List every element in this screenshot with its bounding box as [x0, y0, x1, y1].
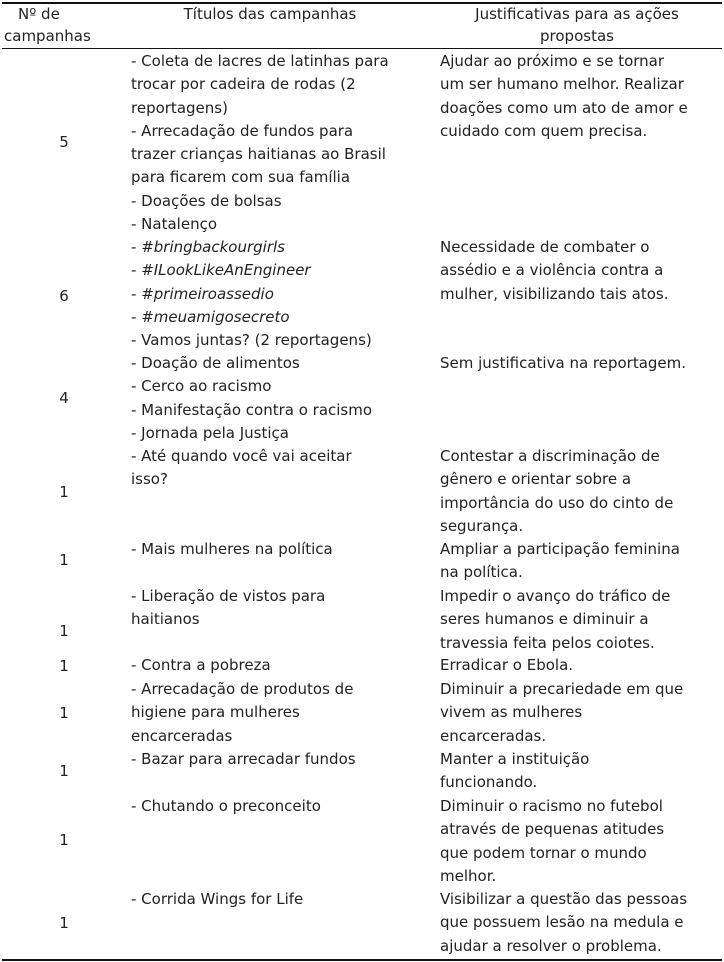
campaign-titles: [131, 654, 271, 677]
campaign-justification: [440, 538, 680, 585]
header-justification-line: propostas: [540, 27, 614, 45]
justification-line: assédio e a violência contra a: [440, 261, 664, 280]
justification-line: na política.: [440, 563, 523, 582]
header-justification-line: Justificativas para as ações: [475, 5, 679, 23]
justification-line: vivem as mulheres: [440, 703, 583, 722]
campaign-justification: [440, 654, 573, 677]
campaign-count: 1: [59, 622, 69, 640]
header-campaign-count: [4, 3, 124, 47]
justification-line: Manter a instituição: [440, 750, 590, 768]
table-bottom-rule: [2, 959, 722, 961]
campaign-count: 6: [59, 287, 69, 305]
justification-line: um ser humano melhor. Realizar: [440, 75, 684, 94]
header-count-line: Nº de: [18, 5, 60, 23]
campaign-title-line: - Arrecadação de fundos para: [131, 121, 354, 140]
campaign-title-line: higiene para mulheres: [131, 703, 300, 722]
justification-line: Ampliar a participação feminina: [440, 540, 680, 558]
campaign-titles: [131, 538, 333, 561]
campaign-count: 5: [59, 133, 69, 151]
justification-line: Diminuir a precariedade em que: [440, 680, 684, 698]
campaign-titles: [131, 748, 356, 771]
hashtag: #bringbackourgirls: [141, 238, 285, 256]
campaign-justification: [440, 888, 687, 958]
header-campaign-titles: [130, 3, 410, 25]
justification-line: travessia feita pelos coiotes.: [440, 633, 655, 652]
campaign-title-line: - Arrecadação de produtos de: [131, 680, 354, 698]
justification-line: Visibilizar a questão das pessoas: [440, 890, 688, 908]
hashtag: #meuamigosecreto: [141, 307, 290, 326]
campaign-justification: [440, 795, 664, 888]
campaign-title-line: reportagens): [131, 98, 228, 117]
justification-line: através de pequenas atitudes: [440, 820, 665, 839]
campaign-count: 1: [59, 483, 69, 501]
campaign-title-line: trocar por cadeira de rodas (2: [131, 75, 356, 94]
campaign-title-line: - Liberação de vistos para: [131, 587, 326, 605]
justification-line: melhor.: [440, 866, 497, 885]
campaign-titles: [131, 795, 321, 818]
campaign-titles: [131, 236, 372, 352]
campaign-titles: [131, 445, 352, 492]
campaign-title-line: - #ILookLikeAnEngineer: [131, 261, 311, 280]
justification-line: funcionando.: [440, 773, 538, 792]
justification-line: que possuem lesão na medula e: [440, 913, 684, 932]
campaign-title-line: - Jornada pela Justiça: [131, 423, 289, 442]
campaign-title-line: para ficarem com sua família: [131, 168, 351, 187]
campaign-title-line: - Coleta de lacres de latinhas para: [131, 52, 389, 70]
campaign-count: 1: [59, 831, 69, 849]
campaign-justification: [440, 236, 668, 306]
justification-line: Necessidade de combater o: [440, 238, 650, 256]
campaign-title-line: - #meuamigosecreto: [131, 307, 290, 326]
justification-line: Impedir o avanço do tráfico de: [440, 587, 671, 605]
campaign-title-line: - #primeiroassedio: [131, 284, 274, 303]
campaign-title-line: - Doação de alimentos: [131, 354, 300, 372]
hashtag: #ILookLikeAnEngineer: [141, 261, 311, 280]
header-bottom-rule: [2, 48, 722, 49]
campaign-title-line: trazer crianças haitianas ao Brasil: [131, 145, 386, 164]
justification-line: que podem tornar o mundo: [440, 843, 647, 862]
campaign-title-line: - Chutando o preconceito: [131, 797, 321, 815]
justification-line: cuidado com quem precisa.: [440, 121, 648, 140]
campaign-title-line: - Cerco ao racismo: [131, 377, 272, 396]
header-titles-label: Títulos das campanhas: [183, 5, 357, 23]
campaign-title-line: - Mais mulheres na política: [131, 540, 333, 558]
campaign-title-line: - Manifestação contra o racismo: [131, 400, 373, 419]
justification-line: ajudar a resolver o problema.: [440, 936, 662, 955]
justification-line: segurança.: [440, 516, 524, 535]
campaign-title-line: - Doações de bolsas: [131, 191, 282, 210]
campaign-count: 1: [59, 551, 69, 569]
campaign-titles: [131, 50, 389, 236]
campaign-title-line: - Corrida Wings for Life: [131, 890, 304, 908]
campaign-count: 1: [59, 704, 69, 722]
campaign-title-line: - Contra a pobreza: [131, 656, 271, 674]
campaign-title-line: - Bazar para arrecadar fundos: [131, 750, 356, 768]
justification-line: Erradicar o Ebola.: [440, 656, 574, 674]
campaign-title-line: encarceradas: [131, 726, 233, 745]
campaign-title-line: - Vamos juntas? (2 reportagens): [131, 331, 372, 350]
campaign-count: 1: [59, 657, 69, 675]
campaign-title-line: haitianos: [131, 610, 200, 629]
justification-line: Ajudar ao próximo e se tornar: [440, 52, 665, 70]
header-justifications: [432, 3, 722, 47]
justification-line: importância do uso do cinto de: [440, 493, 674, 512]
campaign-title-line: isso?: [131, 470, 168, 489]
campaign-justification: [440, 352, 686, 375]
campaign-titles: [131, 678, 353, 748]
campaign-justification: [440, 678, 683, 748]
campaign-title-line: - #bringbackourgirls: [131, 238, 285, 256]
justification-line: Contestar a discriminação de: [440, 447, 660, 465]
justification-line: encarceradas.: [440, 726, 547, 745]
campaign-titles: [131, 888, 303, 911]
justification-line: mulher, visibilizando tais atos.: [440, 284, 669, 303]
campaign-count: 1: [59, 762, 69, 780]
justification-line: doações como um ato de amor e: [440, 98, 688, 117]
campaign-title-line: - Até quando você vai aceitar: [131, 447, 352, 465]
campaign-justification: [440, 50, 688, 143]
campaign-titles: [131, 352, 372, 445]
campaign-justification: [440, 585, 670, 655]
campaign-justification: [440, 748, 589, 795]
justification-line: seres humanos e diminuir a: [440, 610, 649, 629]
hashtag: #primeiroassedio: [141, 284, 274, 303]
justification-line: gênero e orientar sobre a: [440, 470, 632, 489]
justification-line: Diminuir o racismo no futebol: [440, 797, 663, 815]
campaign-count: 4: [59, 389, 69, 407]
campaign-justification: [440, 445, 673, 538]
header-count-line: campanhas: [4, 27, 91, 45]
justification-line: Sem justificativa na reportagem.: [440, 354, 687, 372]
campaign-count: 1: [59, 914, 69, 932]
campaign-title-line: - Natalenço: [131, 215, 217, 234]
campaign-titles: [131, 585, 325, 632]
